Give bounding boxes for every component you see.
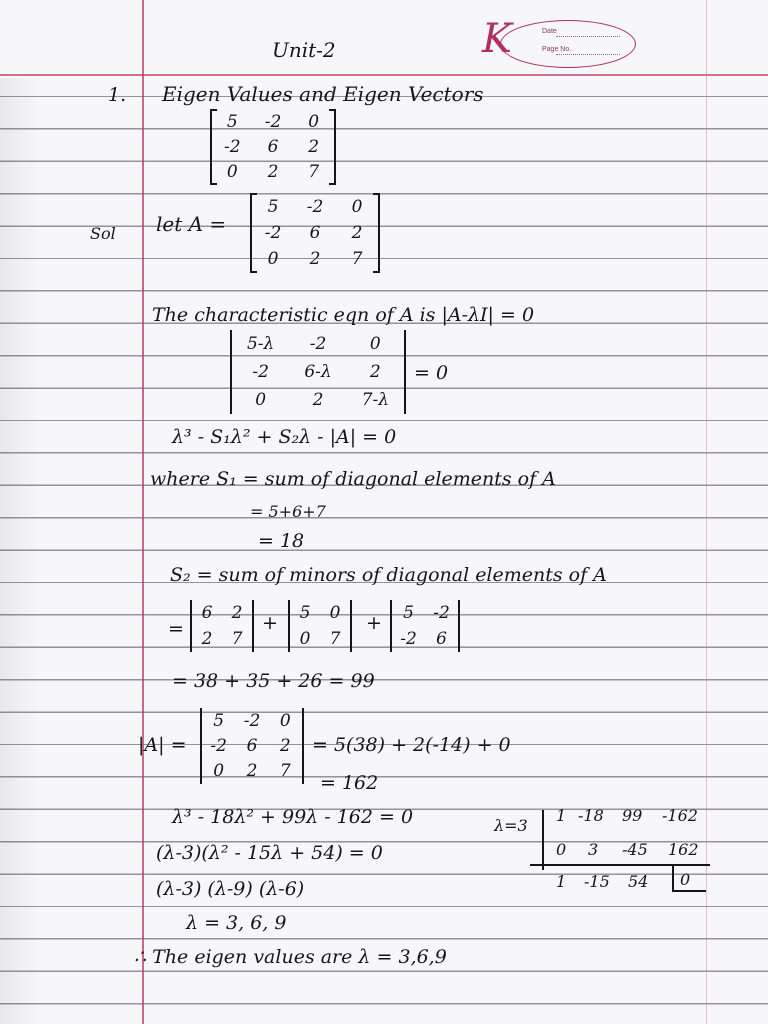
margin-line-vertical [142,0,144,1024]
minor-2-cell: 0 [299,629,311,649]
plus-1: + [262,612,278,634]
minor-3-cell: -2 [433,603,450,623]
synth-remainder-bracket [672,866,674,892]
char-det-cell: 5-λ [246,334,275,354]
minor-3-cell: 6 [436,629,447,649]
q-matrix-cell: 0 [308,112,320,133]
q-matrix-cell: 6 [267,136,279,157]
matrix-a-cell: 2 [309,249,321,269]
page-header-band [0,0,768,78]
q-matrix-cell: 2 [308,136,320,157]
matrix-a-cell: 0 [267,249,279,269]
q-matrix-cell: 5 [226,112,238,133]
eigenvalue-roots: λ = 3, 6, 9 [186,912,287,934]
characteristic-polynomial: λ³ - S₁λ² + S₂λ - |A| = 0 [172,426,397,448]
plus-2: + [366,612,382,634]
matrix-a-cell: -2 [264,223,282,243]
stamp-page-label: Page No. [542,46,572,53]
det-a-cell: 2 [246,761,258,782]
char-det-cell: 6-λ [304,362,332,382]
q-matrix-cell: 7 [308,161,320,182]
char-det-cell: 2 [312,390,324,410]
synth-divider-horizontal [530,864,710,866]
minor-2-cell: 5 [299,603,311,623]
minor-1 [190,600,254,652]
s2-value: = 38 + 35 + 26 = 99 [172,670,375,692]
char-det-cell: 0 [255,390,267,410]
minor-2-cell: 7 [329,629,341,649]
synth-divider-vertical [542,810,544,870]
s1-value: = 18 [258,530,305,552]
cubic-equation: λ³ - 18λ² + 99λ - 162 = 0 [172,806,414,828]
factor-step-2: (λ-3) (λ-9) (λ-6) [156,878,305,900]
det-a-matrix [200,708,304,784]
det-a-cell: 2 [279,735,291,756]
eigenvalue-conclusion: ∴ The eigen values are λ = 3,6,9 [134,946,447,968]
minor-1-cell: 7 [231,629,243,649]
matrix-a-cell: -2 [306,197,324,217]
synth-r3-c3: 54 [628,872,649,891]
char-det-cell: 7-λ [361,390,389,410]
char-eq-zero: = 0 [414,362,449,384]
factor-step-1: (λ-3)(λ² - 15λ + 54) = 0 [156,842,383,864]
matrix-a [250,194,380,272]
right-margin-line [706,0,707,1024]
stamp-date-line [556,36,620,37]
matrix-a-cell: 6 [309,223,321,243]
char-det-cell: -2 [309,334,327,354]
s2-definition: S₂ = sum of minors of diagonal elements of A [170,564,607,586]
date-page-stamp [480,14,636,70]
synth-remainder-underline [672,890,706,892]
q-matrix-cell: -2 [224,136,241,157]
synth-r1-c1: 1 [556,806,567,825]
det-a-cell: 0 [213,761,225,782]
char-det-cell: 2 [369,362,381,382]
minor-equals: = [168,618,184,640]
char-det-cell: -2 [252,362,269,382]
det-a-cell: -2 [210,735,227,756]
synth-r1-c2: -18 [578,806,604,825]
stamp-date-label: Date [542,28,557,35]
det-a-cell: 6 [246,735,258,756]
minor-3 [390,600,460,652]
stamp-oval [500,20,636,68]
stamp-page-line [556,54,620,55]
synth-r2-c3: -45 [622,840,648,859]
det-a-label: |A| = [138,734,187,756]
matrix-a-cell: 7 [351,249,363,269]
matrix-a-cell: 5 [267,197,279,217]
question-number: 1. [108,84,127,106]
question-heading: Eigen Values and Eigen Vectors [162,82,484,106]
q-matrix-cell: -2 [264,112,282,133]
synth-remainder: 0 [680,870,691,889]
characteristic-equation-text: The characteristic eqn of A is |A-λI| = 0 [152,304,535,326]
stamp-logo-k: K [482,16,512,62]
synth-r1-c4: -162 [662,806,698,825]
let-a-text: let A = [156,212,227,236]
minor-3-cell: -2 [400,629,417,649]
page-title: Unit-2 [272,38,336,62]
det-a-cell: 0 [279,710,291,731]
s1-sum: = 5+6+7 [250,502,326,521]
minor-1-cell: 6 [201,603,213,623]
det-value: = 162 [320,772,379,794]
minor-2-cell: 0 [329,603,341,623]
synth-label: λ=3 [494,816,528,835]
det-expansion: = 5(38) + 2(-14) + 0 [312,734,511,756]
matrix-a-cell: 0 [351,197,363,217]
sol-label: Sol [90,224,116,243]
synth-r3-c1: 1 [556,872,567,891]
minor-1-cell: 2 [231,603,243,623]
char-determinant [230,330,406,414]
minor-3-cell: 5 [403,603,414,623]
det-a-cell: 7 [279,761,291,782]
minor-2 [288,600,352,652]
s1-definition: where S₁ = sum of diagonal elements of A [150,468,556,490]
synth-r2-c4: 162 [668,840,699,859]
header-line [0,74,768,76]
synth-r1-c3: 99 [622,806,643,825]
det-a-cell: 5 [213,710,225,731]
q-matrix-cell: 2 [267,161,279,182]
char-det-cell: 0 [369,334,381,354]
minor-1-cell: 2 [201,629,213,649]
synth-r3-c2: -15 [584,872,610,891]
question-matrix [210,110,336,184]
synth-r2-c1: 0 [556,840,567,859]
det-a-cell: -2 [243,710,261,731]
q-matrix-cell: 0 [226,161,238,182]
matrix-a-cell: 2 [351,223,363,243]
synth-r2-c2: 3 [588,840,599,859]
